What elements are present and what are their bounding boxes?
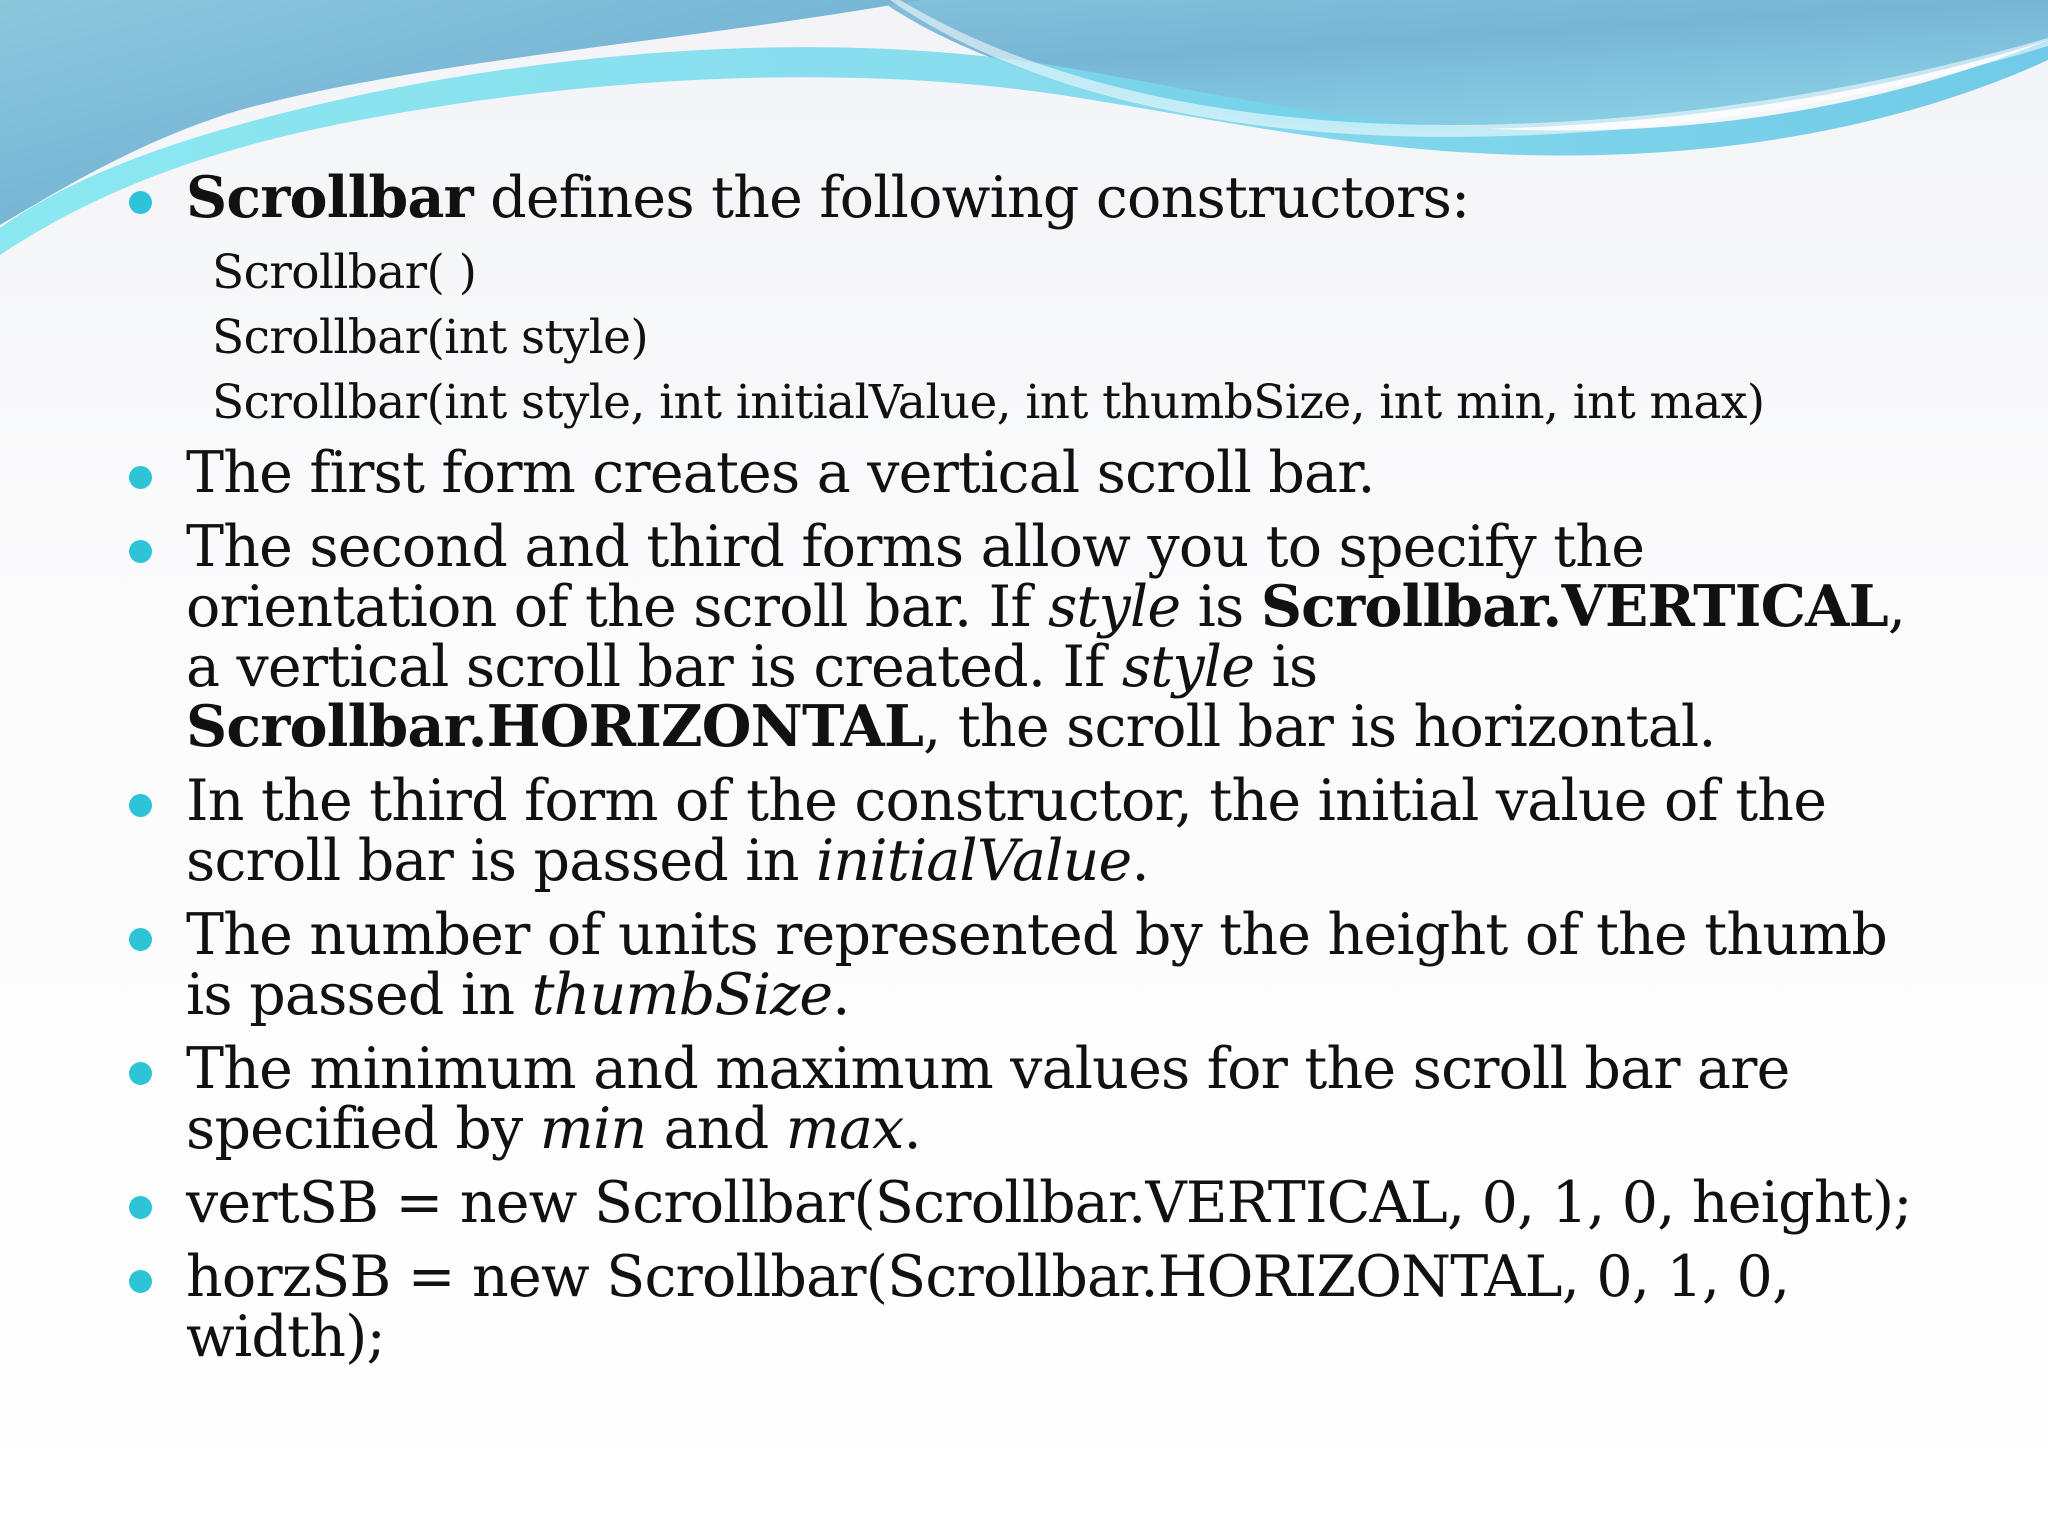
bullet-text: . (832, 962, 850, 1028)
bullet-text: The minimum and maximum values for the scroll bar are specified by (186, 1036, 1790, 1162)
bullet-code-vertical (126, 1170, 1926, 1236)
bullet-text: is (1254, 634, 1318, 700)
bullet-dot-icon (129, 540, 152, 563)
bullet-thumb-size (126, 902, 1926, 1028)
bullet-text: , the scroll bar is horizontal. (923, 694, 1716, 760)
italic-term: min (539, 1096, 647, 1162)
bullet-code-horizontal (126, 1244, 1926, 1370)
bullet-dot-icon (129, 1270, 152, 1293)
bullet-text: In the third form of the constructor, the initial value of the scroll bar is passed in (186, 768, 1827, 894)
italic-term: max (785, 1096, 904, 1162)
bullet-text: . (1131, 828, 1149, 894)
bullet-dot-icon (129, 1062, 152, 1085)
bullet-min-max (126, 1036, 1926, 1162)
bullet-first-form (126, 440, 1926, 506)
bullet-dot-icon (129, 466, 152, 489)
constructor-item: Scrollbar(int style, int initialValue, int thumbSize, int min, int max) (212, 375, 1765, 430)
constructor-item: Scrollbar( ) (212, 245, 477, 300)
italic-term: initialValue (815, 828, 1132, 894)
bullet-text: The first form creates a vertical scroll bar. (186, 440, 1375, 506)
class-name-bold: Scrollbar (186, 164, 473, 231)
bullet-orientation (126, 514, 1926, 760)
bullet-text: , a vertical scroll bar is created. If (186, 574, 1906, 700)
bullet-constructors (126, 164, 1926, 231)
bullet-initial-value (126, 768, 1926, 894)
italic-term: style (1121, 634, 1255, 700)
constructor-item: Scrollbar(int style) (212, 310, 649, 365)
code-line: horzSB = new Scrollbar(Scrollbar.HORIZONTAL, 0, 1, 0, width); (186, 1244, 1790, 1370)
italic-term: style (1047, 574, 1181, 640)
bullet-text: defines the following constructors: (472, 165, 1470, 231)
bullet-text: is (1180, 574, 1261, 640)
bold-term: Scrollbar.HORIZONTAL (186, 693, 924, 760)
bullet-dot-icon (129, 794, 152, 817)
italic-term: thumbSize (531, 962, 833, 1028)
bold-term: Scrollbar.VERTICAL (1260, 573, 1888, 640)
bullet-dot-icon (129, 191, 152, 214)
bullet-text: and (646, 1096, 786, 1162)
bullet-dot-icon (129, 928, 152, 951)
bullet-text: . (903, 1096, 921, 1162)
constructor-list (126, 240, 1926, 435)
code-line: vertSB = new Scrollbar(Scrollbar.VERTICAL, 0, 1, 0, height); (186, 1170, 1912, 1236)
bullet-text: The number of units represented by the height of the thumb is passed in (186, 902, 1888, 1028)
slide-content (126, 164, 1926, 1381)
bullet-text: The second and third forms allow you to specify the orientation of the scroll bar. If (186, 514, 1645, 640)
bullet-dot-icon (129, 1196, 152, 1219)
